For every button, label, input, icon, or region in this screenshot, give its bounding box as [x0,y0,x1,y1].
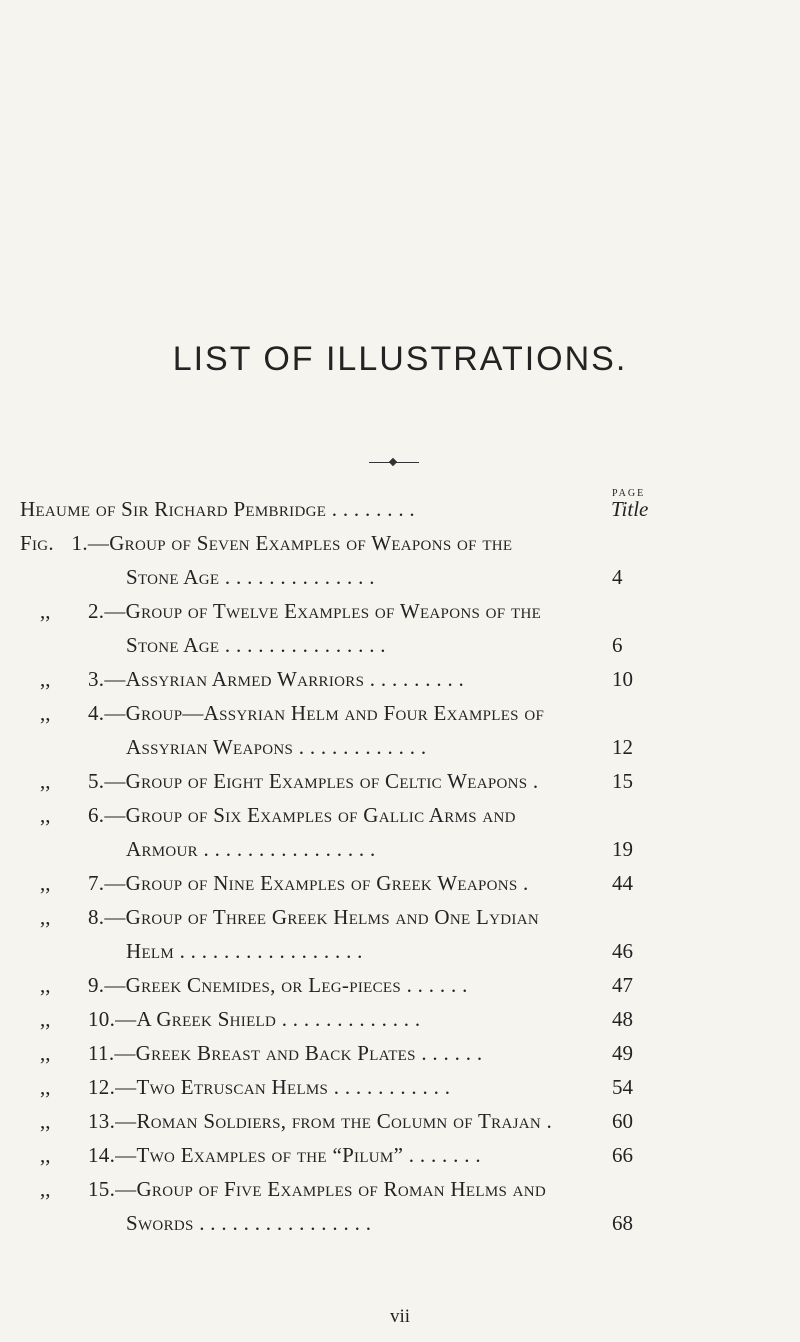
entry-prefix: Fig. [20,531,54,555]
ditto-mark: ,, [40,871,51,895]
ditto-mark: ,, [40,701,51,725]
entry-title-line1: —Group of Twelve Examples of Weapons of the [104,599,542,623]
entry-page: 49 [612,1041,633,1065]
entry-title-line2: Armour . . . . . . . . . . . . . . . . [126,837,376,861]
entry-title-line1: —Assyrian Armed Warriors . . . . . . . . . [104,667,465,691]
entry-title-line1: —Group of Three Greek Helms and One Lydian [104,905,539,929]
entry-number: 1. [71,531,88,555]
entry-number: 9. [88,973,105,997]
entry-title-line1: —A Greek Shield . . . . . . . . . . . . . [115,1007,421,1031]
entry-number: 14. [88,1143,116,1167]
entry-number: 6. [88,803,105,827]
entry-page: 60 [612,1109,633,1133]
list-item [20,528,512,558]
ditto-mark: ,, [40,803,51,827]
entry-page: 47 [612,973,633,997]
entry-title-line1: —Group of Five Examples of Roman Helms and [115,1177,547,1201]
ditto-mark: ,, [40,905,51,929]
ditto-mark: ,, [40,1143,51,1167]
entry-number: 11. [88,1041,115,1065]
entry-number: 4. [88,701,105,725]
list-item [88,1174,546,1204]
entry-page: 19 [612,837,633,861]
entry-number: 2. [88,599,105,623]
entry-title-line1: —Roman Soldiers, from the Column of Trajan . [115,1109,553,1133]
entry-page: 44 [612,871,633,895]
entry-page: 4 [612,565,623,589]
entry-title-line2: Swords . . . . . . . . . . . . . . . . [126,1211,372,1235]
list-item [88,1004,420,1034]
list-item [88,970,468,1000]
ditto-mark: ,, [40,599,51,623]
entry-page: 54 [612,1075,633,1099]
diamond-ornament-icon [389,458,397,466]
ornament-rule [369,462,419,463]
page-column-header: PAGE [612,488,646,499]
entry-number: 5. [88,769,105,793]
list-item [88,868,529,898]
entry-page: 6 [612,633,623,657]
entry-title-line1: —Greek Breast and Back Plates . . . . . . [114,1041,483,1065]
entry-page: 68 [612,1211,633,1235]
entry-title-line1: —Two Examples of the “Pilum” . . . . . . . [115,1143,481,1167]
list-item [88,698,544,728]
page-title: LIST OF ILLUSTRATIONS. [172,340,628,378]
entry-title-line1: —Group—Assyrian Helm and Four Examples of [104,701,545,725]
entry-number: 3. [88,667,105,691]
entry-number: 7. [88,871,105,895]
entry-page: 15 [612,769,633,793]
entry-title-line2: Stone Age . . . . . . . . . . . . . . [126,565,375,589]
entry-number: 15. [88,1177,116,1201]
page-number: vii [389,1306,411,1327]
entry-title-line2: Stone Age . . . . . . . . . . . . . . . [126,633,386,657]
entry-page: 10 [612,667,633,691]
list-item [88,1140,481,1170]
list-item [88,1106,552,1136]
ditto-mark: ,, [40,1109,51,1133]
list-item [88,902,539,932]
entry-page: 12 [612,735,633,759]
ditto-mark: ,, [40,769,51,793]
frontispiece-text: Heaume of Sir Richard Pembridge . . . . . . . . [20,497,415,521]
ditto-mark: ,, [40,1177,51,1201]
entry-number: 10. [88,1007,116,1031]
entry-page: 48 [612,1007,633,1031]
entry-page: 66 [612,1143,633,1167]
entry-number: 13. [88,1109,116,1133]
ditto-mark: ,, [40,1075,51,1099]
list-item [88,1072,450,1102]
entry-number: 8. [88,905,105,929]
entry-title-line1: —Group of Eight Examples of Celtic Weapons . [104,769,539,793]
frontispiece-page: Title [611,497,649,521]
entry-title-line1: —Group of Nine Examples of Greek Weapons . [104,871,529,895]
entry-title-line1: —Greek Cnemides, or Leg-pieces . . . . . . [104,973,468,997]
ditto-mark: ,, [40,973,51,997]
entry-title-line1: —Group of Six Examples of Gallic Arms and [104,803,516,827]
list-item [88,1038,482,1068]
entry-page: 46 [612,939,633,963]
ditto-mark: ,, [40,1007,51,1031]
entry-title-line2: Helm . . . . . . . . . . . . . . . . . [126,939,363,963]
entry-title-line1: —Two Etruscan Helms . . . . . . . . . . . [115,1075,451,1099]
ditto-mark: ,, [40,1041,51,1065]
list-item [88,596,541,626]
entry-number: 12. [88,1075,116,1099]
list-item [88,800,516,830]
ditto-mark: ,, [40,667,51,691]
entry-title-line2: Assyrian Weapons . . . . . . . . . . . . [126,735,427,759]
list-item [88,664,464,694]
entry-title-line1: —Group of Seven Examples of Weapons of the [87,531,513,555]
list-item [88,766,538,796]
